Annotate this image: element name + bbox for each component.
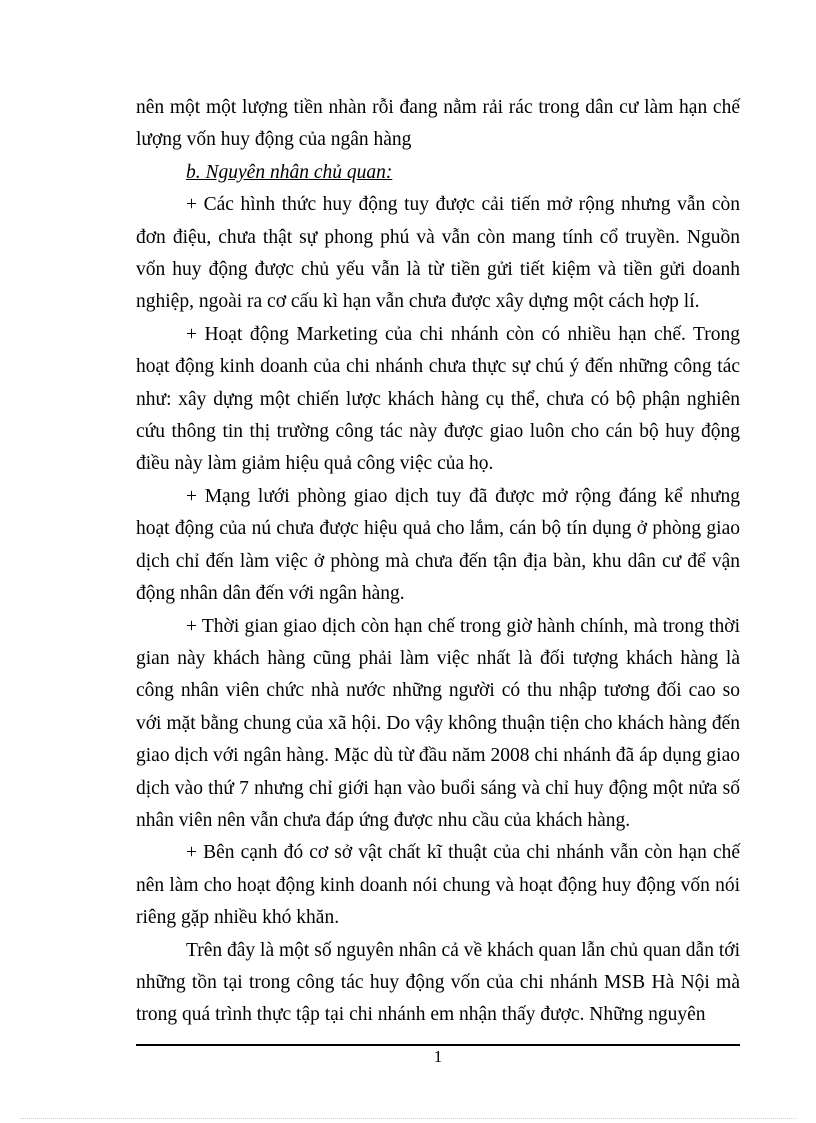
section-heading (136, 157, 740, 189)
section-heading-text: b. Nguyên nhân chủ quan: (186, 161, 393, 183)
paragraph-forms-of-mobilization: + Các hình thức huy động tuy được cải tiến mở rộng nhưng vẫn còn đơn điệu, chưa thật sự phong phú và vẫn còn mang tính cổ truyền. Nguồn vốn huy động được chủ yếu vẫn là từ tiền gửi tiết kiệm và tiền gửi doanh nghiệp, ngoài ra cơ cấu kì hạn vẫn chưa được xây dựng một cách hợp lí. (136, 194, 740, 313)
footer-divider (136, 1044, 740, 1046)
page-bottom-border (20, 1118, 796, 1119)
paragraph-summary: Trên đây là một số nguyên nhân cả về khách quan lẫn chủ quan dẫn tới những tồn tại trong công tác huy động vốn của chi nhánh MSB Hà Nội mà trong quá trình thực tập tại chi nhánh em nhận thấy được. Những nguyên (136, 939, 740, 1026)
paragraph-facilities: + Bên cạnh đó cơ sở vật chất kĩ thuật của chi nhánh vẫn còn hạn chế nên làm cho hoạt động kinh doanh nói chung và hoạt động huy động vốn nói riêng gặp nhiều khó khăn. (136, 842, 740, 929)
paragraph-branch-network: + Mạng lưới phòng giao dịch tuy đã được mở rộng đáng kể nhưng hoạt động của nú chưa được hiệu quả cho lắm, cán bộ tín dụng ở phòng giao dịch chỉ đến làm việc ở phòng mà chưa đến tận địa bàn, khu dân cư để vận động nhân dân đến với ngân hàng. (136, 485, 740, 605)
paragraph-transaction-hours: + Thời gian giao dịch còn hạn chế trong giờ hành chính, mà trong thời gian này khách hàng cũng phải làm việc nhất là đối tượng khách hàng là công nhân viên chức nhà nước những người có thu nhập tương đối cao so với mặt bằng chung của xã hội. Do vậy không thuận tiện cho khách hàng đến giao dịch với ngân hàng. Mặc dù từ đầu năm 2008 chi nhánh đã áp dụng giao dịch vào thứ 7 nhưng chỉ giới hạn vào buổi sáng và chỉ huy động một nửa số nhân viên nên vẫn chưa đáp ứng được nhu cầu của khách hàng. (136, 615, 740, 831)
document-body (136, 92, 740, 1032)
page-number: 1 (433, 1047, 443, 1066)
paragraph-marketing: + Hoạt động Marketing của chi nhánh còn có nhiều hạn chế. Trong hoạt động kinh doanh của chi nhánh chưa thực sự chú ý đến những công tác như: xây dựng một chiến lược khách hàng cụ thể, chưa có bộ phận nghiên cứu thông tin thị trường công tác này được giao luôn cho cán bộ huy động điều này làm giảm hiệu quả công việc của họ. (136, 323, 740, 475)
paragraph-continuation: nên một một lượng tiền nhàn rỗi đang nằm rải rác trong dân cư làm hạn chế lượng vốn huy động của ngân hàng (136, 97, 740, 151)
